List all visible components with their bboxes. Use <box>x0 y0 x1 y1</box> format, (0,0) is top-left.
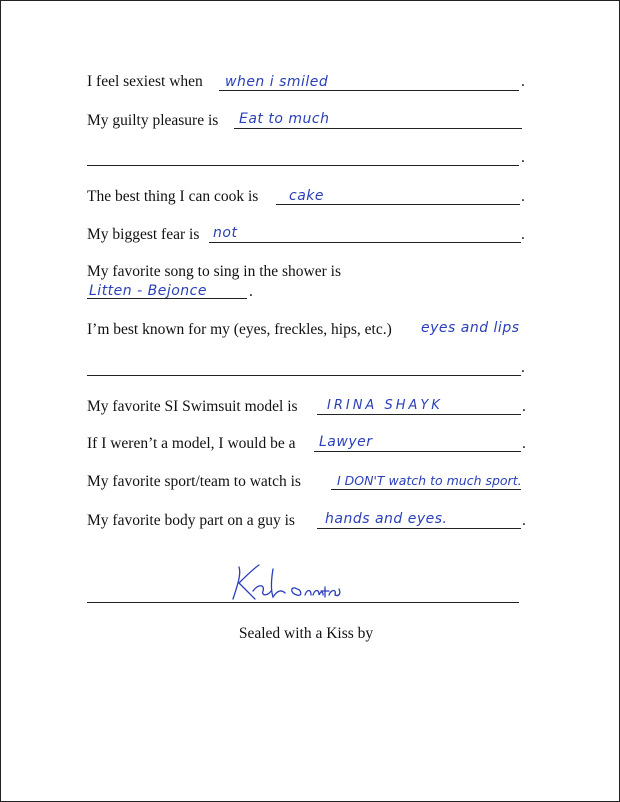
closing-text: Sealed with a Kiss by <box>238 625 374 642</box>
prompt-best-known: I’m best known for my (eyes, freckles, hips, etc.) <box>87 321 392 338</box>
answer-line-best-known <box>87 375 521 376</box>
period: . <box>249 283 253 300</box>
prompt-swimsuit-model: My favorite SI Swimsuit model is <box>87 398 298 415</box>
signature-line <box>87 602 519 603</box>
period: . <box>522 398 526 415</box>
answer-line-sport-team <box>331 489 521 490</box>
answer-line-guilty-pleasure <box>234 128 522 129</box>
period: . <box>522 435 526 452</box>
prompt-sport-team: My favorite sport/team to watch is <box>87 473 301 490</box>
answer-line-swimsuit-model <box>317 414 521 415</box>
period: . <box>521 226 525 243</box>
answer-line-best-cook <box>276 204 520 205</box>
answer-line-body-part <box>317 528 521 529</box>
answer-sexiest: when i smiled <box>225 74 329 90</box>
prompt-guilty-pleasure: My guilty pleasure is <box>87 112 219 129</box>
answer-guilty-pleasure: Eat to much <box>239 111 330 127</box>
answer-biggest-fear: not <box>213 225 238 241</box>
answer-shower-song: Litten - Bejonce <box>89 283 207 299</box>
period: . <box>521 359 525 376</box>
period: . <box>521 188 525 205</box>
answer-line-if-not-model <box>314 451 521 452</box>
answer-line-continued <box>87 165 519 166</box>
prompt-sexiest: I feel sexiest when <box>87 73 203 90</box>
answer-line-sexiest <box>219 90 519 91</box>
period: . <box>521 73 525 90</box>
prompt-if-not-model: If I weren’t a model, I would be a <box>87 435 296 452</box>
prompt-best-cook: The best thing I can cook is <box>87 188 259 205</box>
answer-if-not-model: Lawyer <box>319 434 373 450</box>
answer-swimsuit-model: IRINA SHAYK <box>327 398 443 413</box>
prompt-biggest-fear: My biggest fear is <box>87 226 200 243</box>
answer-sport-team: I DON'T watch to much sport. <box>337 473 522 488</box>
answer-best-known: eyes and lips <box>421 320 520 336</box>
answer-line-biggest-fear <box>209 242 521 243</box>
prompt-body-part: My favorite body part on a guy is <box>87 512 295 529</box>
period: . <box>522 512 526 529</box>
handwritten-signature <box>225 561 345 605</box>
prompt-shower-song: My favorite song to sing in the shower is <box>87 263 342 280</box>
answer-body-part: hands and eyes. <box>325 511 448 527</box>
period: . <box>521 149 525 166</box>
answer-best-cook: cake <box>289 188 324 204</box>
